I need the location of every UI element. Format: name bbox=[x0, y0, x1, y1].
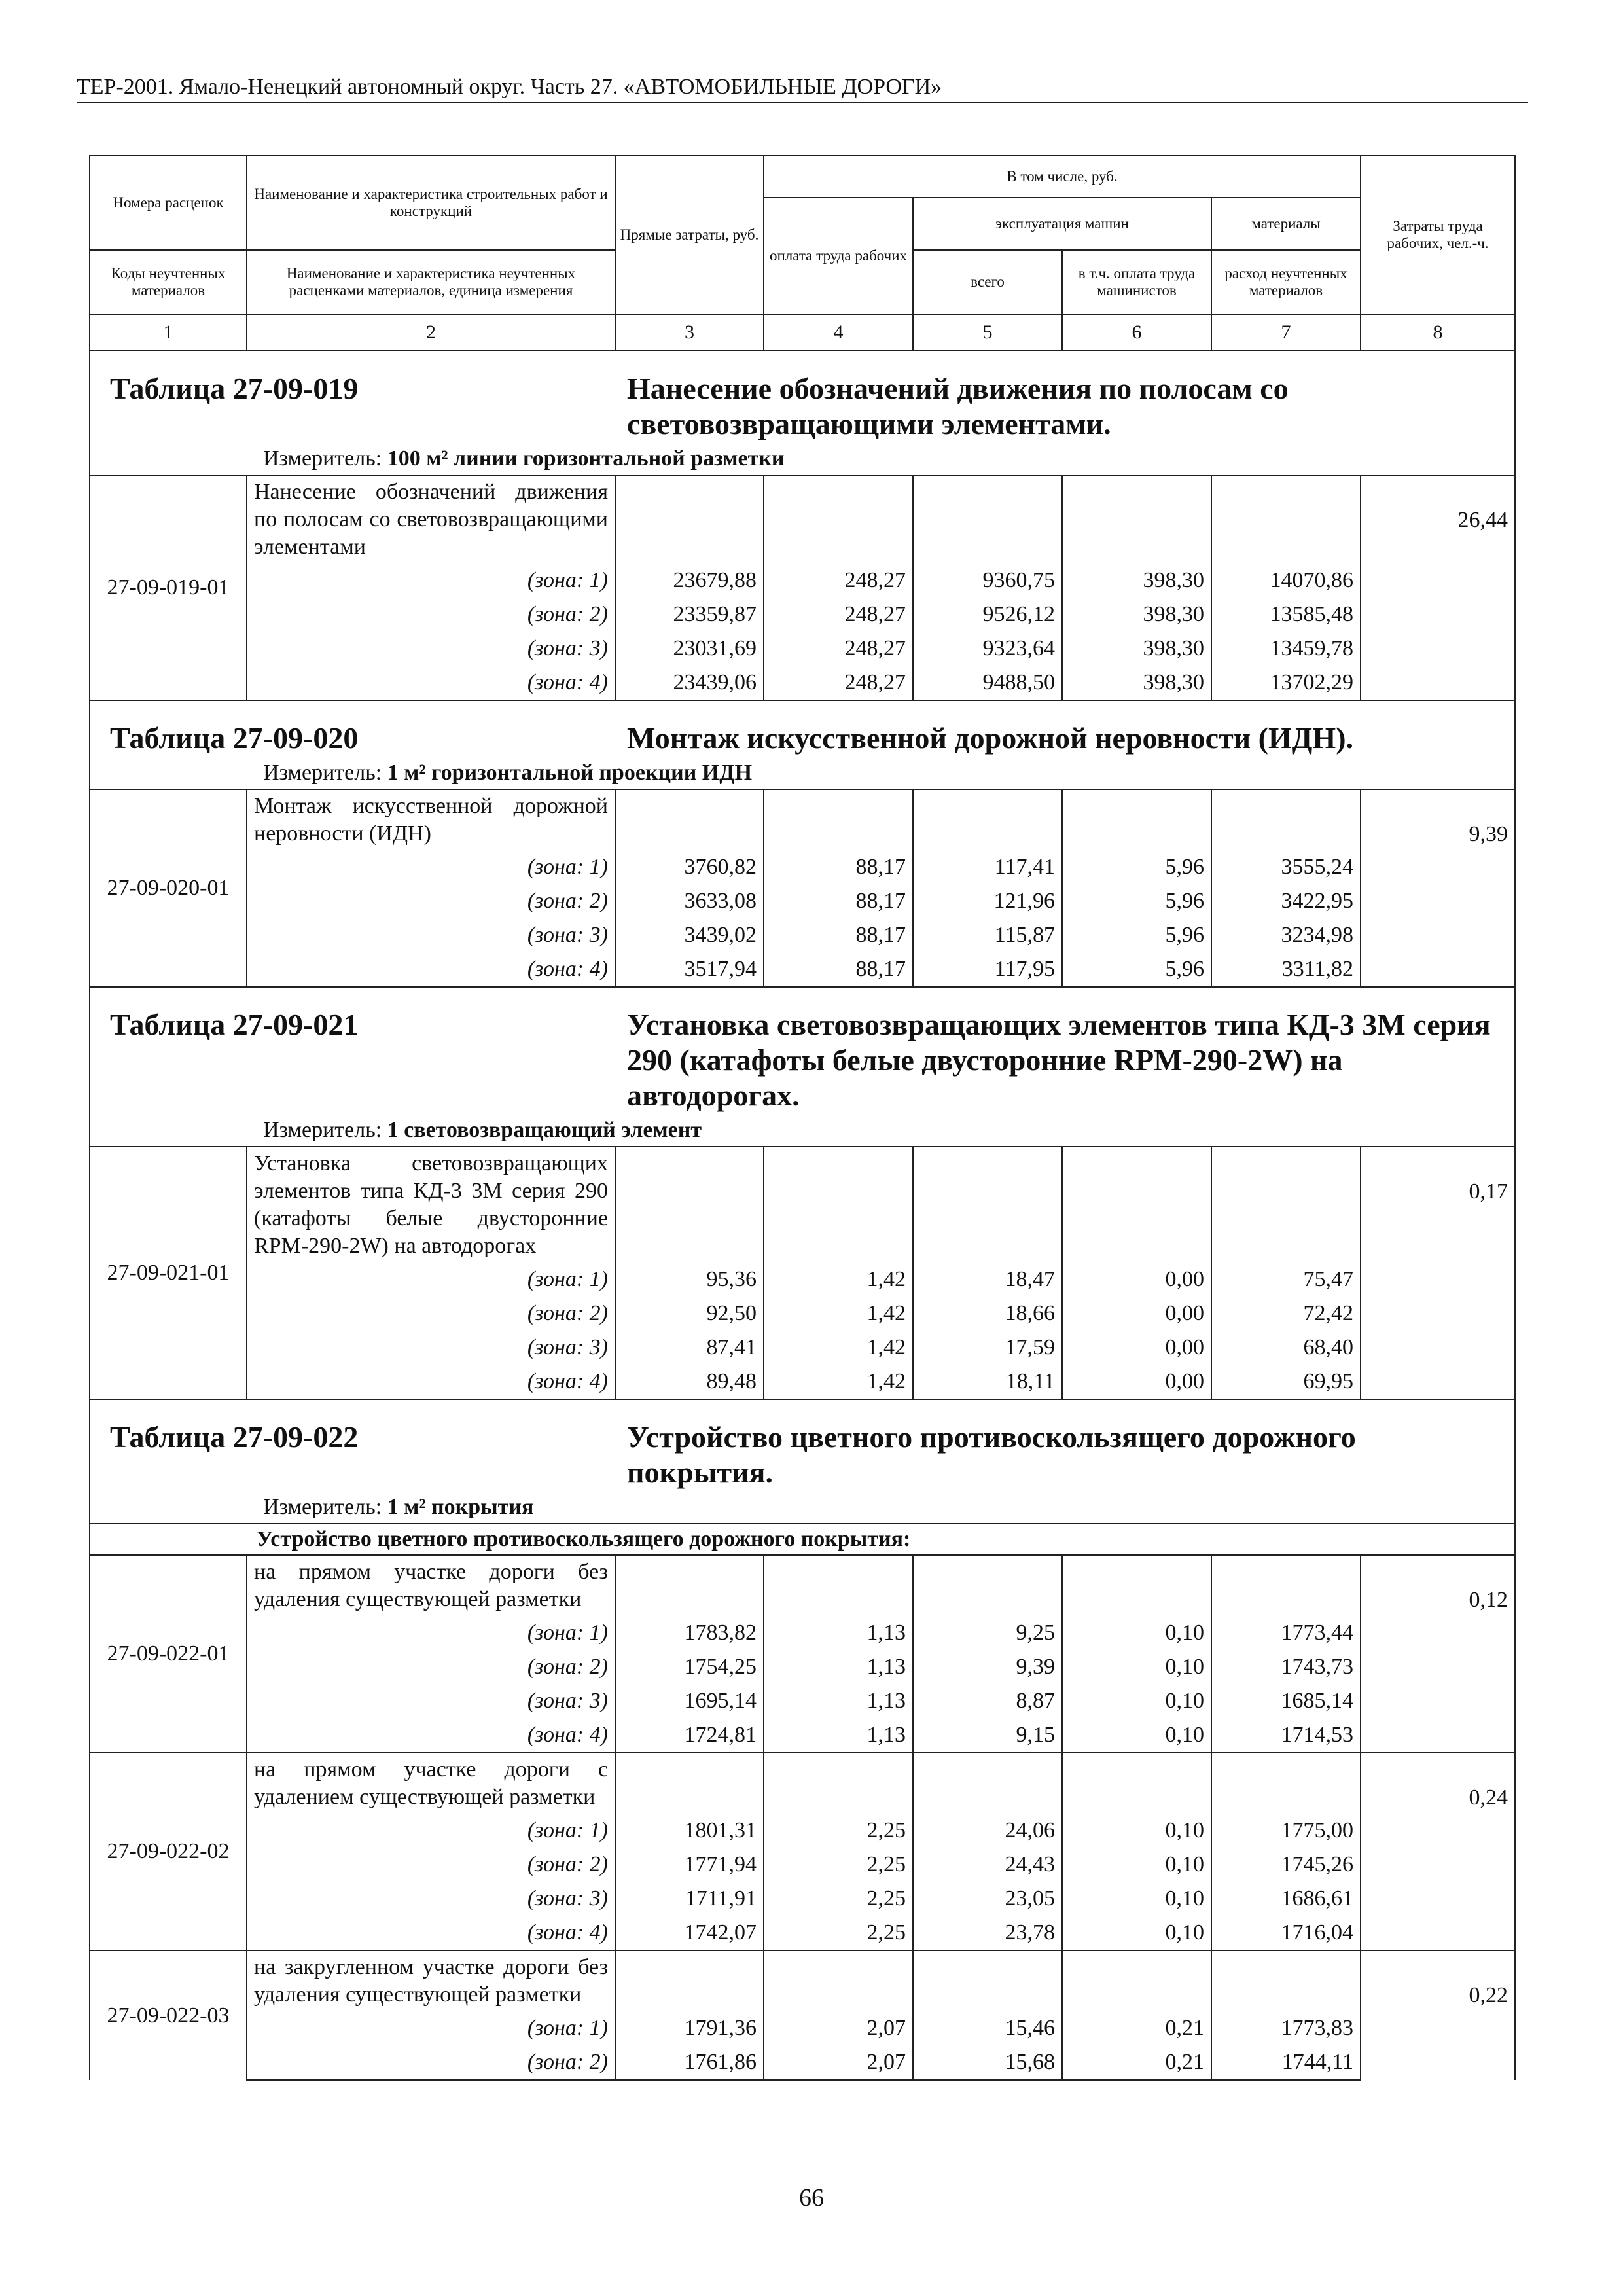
measure-cell bbox=[90, 1113, 1515, 1147]
zone-value: 1775,00 bbox=[1211, 1814, 1361, 1848]
zone-value: 1761,86 bbox=[615, 2045, 764, 2080]
zone-value: 89,48 bbox=[615, 1365, 764, 1399]
column-number: 2 bbox=[247, 314, 615, 351]
zone-row bbox=[90, 1718, 1515, 1753]
zone-value: 1791,36 bbox=[615, 2011, 764, 2045]
zone-value: 72,42 bbox=[1211, 1297, 1361, 1331]
zone-value: 1801,31 bbox=[615, 1814, 764, 1848]
zone-value: 0,10 bbox=[1062, 1650, 1211, 1684]
zone-value: 121,96 bbox=[913, 884, 1062, 918]
zone-label: (зона: 4) bbox=[247, 1718, 615, 1753]
zone-label: (зона: 2) bbox=[247, 1650, 615, 1684]
zone-value: 88,17 bbox=[764, 850, 913, 884]
zone-value: 3422,95 bbox=[1211, 884, 1361, 918]
table-body bbox=[90, 351, 1515, 2080]
zone-value: 398,30 bbox=[1062, 598, 1211, 632]
labor-cost: 0,22 bbox=[1361, 1950, 1515, 2080]
table-title-row bbox=[90, 987, 1515, 1113]
zone-value: 115,87 bbox=[913, 918, 1062, 952]
column-number: 4 bbox=[764, 314, 913, 351]
col-header-machines-total: всего bbox=[913, 250, 1062, 314]
table-title-cell bbox=[90, 987, 1515, 1113]
zone-value: 2,25 bbox=[764, 1916, 913, 1950]
zone-value: 1743,73 bbox=[1211, 1650, 1361, 1684]
zone-label: (зона: 3) bbox=[247, 632, 615, 666]
zone-value: 9,15 bbox=[913, 1718, 1062, 1753]
col-header-material-consumption: расход неучтенных материалов bbox=[1211, 250, 1361, 314]
zone-row bbox=[90, 2045, 1515, 2080]
price-table bbox=[89, 155, 1516, 2081]
rate-code: 27-09-019-01 bbox=[90, 475, 247, 700]
zone-value: 398,30 bbox=[1062, 564, 1211, 598]
zone-value: 1711,91 bbox=[615, 1882, 764, 1916]
zone-row bbox=[90, 850, 1515, 884]
zone-label: (зона: 3) bbox=[247, 1684, 615, 1718]
zone-row bbox=[90, 1365, 1515, 1399]
zone-label: (зона: 1) bbox=[247, 1814, 615, 1848]
zone-value: 0,10 bbox=[1062, 1882, 1211, 1916]
labor-cost: 0,12 bbox=[1361, 1555, 1515, 1753]
zone-value: 0,10 bbox=[1062, 1616, 1211, 1650]
empty-cell bbox=[615, 1950, 764, 2011]
measure-label: Измеритель: bbox=[263, 1495, 382, 1519]
rate-code: 27-09-020-01 bbox=[90, 789, 247, 987]
zone-value: 0,21 bbox=[1062, 2045, 1211, 2080]
measure-cell bbox=[90, 1490, 1515, 1524]
zone-value: 1783,82 bbox=[615, 1616, 764, 1650]
zone-value: 1,13 bbox=[764, 1684, 913, 1718]
zone-value: 75,47 bbox=[1211, 1263, 1361, 1297]
zone-value: 0,10 bbox=[1062, 1718, 1211, 1753]
zone-value: 24,06 bbox=[913, 1814, 1062, 1848]
zone-value: 248,27 bbox=[764, 564, 913, 598]
zone-value: 68,40 bbox=[1211, 1331, 1361, 1365]
zone-label: (зона: 1) bbox=[247, 850, 615, 884]
table-number: Таблица 27-09-019 bbox=[110, 372, 359, 405]
zone-row bbox=[90, 1848, 1515, 1882]
zone-row bbox=[90, 564, 1515, 598]
empty-cell bbox=[764, 1555, 913, 1616]
rate-code: 27-09-022-01 bbox=[90, 1555, 247, 1753]
measure-value: 100 м² линии горизонтальной разметки bbox=[387, 446, 785, 471]
zone-value: 9,25 bbox=[913, 1616, 1062, 1650]
col-header-name: Наименование и характеристика строительных работ и конструкций bbox=[247, 156, 615, 250]
zone-value: 1695,14 bbox=[615, 1684, 764, 1718]
zone-value: 18,11 bbox=[913, 1365, 1062, 1399]
zone-value: 15,68 bbox=[913, 2045, 1062, 2080]
zone-value: 1,42 bbox=[764, 1297, 913, 1331]
empty-cell bbox=[913, 475, 1062, 564]
zone-value: 0,00 bbox=[1062, 1365, 1211, 1399]
labor-cost: 9,39 bbox=[1361, 789, 1515, 987]
table-number: Таблица 27-09-021 bbox=[110, 1008, 359, 1041]
col-header-material-name: Наименование и характеристика неучтенных расценками материалов, единица измерения bbox=[247, 250, 615, 314]
rate-row bbox=[90, 1950, 1515, 2011]
col-header-materials: материалы bbox=[1211, 198, 1361, 250]
zone-row bbox=[90, 952, 1515, 987]
table-name: Установка световозвращающих элементов типа КД-3 3М серия 290 (катафоты белые двусторонние RPM-290-2W) на автодорогах. bbox=[627, 1008, 1491, 1112]
labor-cost: 0,24 bbox=[1361, 1753, 1515, 1950]
empty-cell bbox=[615, 1753, 764, 1814]
zone-value: 95,36 bbox=[615, 1263, 764, 1297]
zone-row bbox=[90, 1331, 1515, 1365]
zone-value: 117,41 bbox=[913, 850, 1062, 884]
column-number: 3 bbox=[615, 314, 764, 351]
zone-value: 15,46 bbox=[913, 2011, 1062, 2045]
running-header: ТЕР-2001. Ямало-Ненецкий автономный округ. Часть 27. «АВТОМОБИЛЬНЫЕ ДОРОГИ» bbox=[77, 72, 1528, 103]
zone-value: 248,27 bbox=[764, 666, 913, 700]
zone-value: 5,96 bbox=[1062, 850, 1211, 884]
zone-label: (зона: 2) bbox=[247, 598, 615, 632]
zone-value: 18,47 bbox=[913, 1263, 1062, 1297]
measure-label: Измеритель: bbox=[263, 761, 382, 785]
rate-row bbox=[90, 1147, 1515, 1263]
zone-label: (зона: 1) bbox=[247, 1616, 615, 1650]
measure-row bbox=[90, 756, 1515, 789]
zone-value: 3517,94 bbox=[615, 952, 764, 987]
zone-value: 1724,81 bbox=[615, 1718, 764, 1753]
empty-cell bbox=[764, 789, 913, 850]
zone-value: 2,25 bbox=[764, 1814, 913, 1848]
zone-value: 117,95 bbox=[913, 952, 1062, 987]
col-header-operator-pay: в т.ч. оплата труда машинистов bbox=[1062, 250, 1211, 314]
col-header-labor: Затраты труда рабочих, чел.-ч. bbox=[1361, 156, 1515, 314]
zone-value: 1773,44 bbox=[1211, 1616, 1361, 1650]
empty-cell bbox=[1211, 789, 1361, 850]
zone-row bbox=[90, 1297, 1515, 1331]
measure-row bbox=[90, 1113, 1515, 1147]
rate-row bbox=[90, 1555, 1515, 1616]
col-header-material-codes: Коды неучтенных материалов bbox=[90, 250, 247, 314]
zone-value: 2,07 bbox=[764, 2045, 913, 2080]
zone-value: 13585,48 bbox=[1211, 598, 1361, 632]
zone-value: 3555,24 bbox=[1211, 850, 1361, 884]
zone-label: (зона: 4) bbox=[247, 1365, 615, 1399]
zone-label: (зона: 2) bbox=[247, 1848, 615, 1882]
zone-value: 1,42 bbox=[764, 1331, 913, 1365]
col-header-direct-costs: Прямые затраты, руб. bbox=[615, 156, 764, 314]
zone-value: 5,96 bbox=[1062, 952, 1211, 987]
zone-value: 13459,78 bbox=[1211, 632, 1361, 666]
rate-code: 27-09-022-02 bbox=[90, 1753, 247, 1950]
zone-value: 5,96 bbox=[1062, 884, 1211, 918]
column-number: 6 bbox=[1062, 314, 1211, 351]
column-header bbox=[90, 156, 1515, 351]
zone-value: 14070,86 bbox=[1211, 564, 1361, 598]
zone-value: 248,27 bbox=[764, 632, 913, 666]
zone-value: 1745,26 bbox=[1211, 1848, 1361, 1882]
table-title bbox=[110, 721, 1495, 756]
zone-label: (зона: 4) bbox=[247, 952, 615, 987]
zone-row bbox=[90, 1684, 1515, 1718]
rate-description: Нанесение обозначений движения по полосам со световозвращающими элементами bbox=[247, 475, 615, 564]
zone-row bbox=[90, 1650, 1515, 1684]
zone-value: 2,25 bbox=[764, 1882, 913, 1916]
empty-cell bbox=[1062, 1147, 1211, 1263]
zone-value: 0,10 bbox=[1062, 1916, 1211, 1950]
empty-cell bbox=[764, 1147, 913, 1263]
zone-value: 23439,06 bbox=[615, 666, 764, 700]
zone-value: 1,13 bbox=[764, 1616, 913, 1650]
zone-label: (зона: 1) bbox=[247, 1263, 615, 1297]
zone-label: (зона: 1) bbox=[247, 2011, 615, 2045]
column-number: 1 bbox=[90, 314, 247, 351]
column-number: 7 bbox=[1211, 314, 1361, 351]
table-name: Устройство цветного противоскользящего дорожного покрытия. bbox=[627, 1420, 1356, 1489]
zone-value: 398,30 bbox=[1062, 632, 1211, 666]
empty-cell bbox=[615, 475, 764, 564]
empty-cell bbox=[1211, 1147, 1361, 1263]
zone-value: 18,66 bbox=[913, 1297, 1062, 1331]
zone-row bbox=[90, 666, 1515, 700]
measure-label: Измеритель: bbox=[263, 1118, 382, 1142]
table-title bbox=[110, 1420, 1495, 1490]
zone-value: 3311,82 bbox=[1211, 952, 1361, 987]
table-name: Монтаж искусственной дорожной неровности (ИДН). bbox=[627, 721, 1354, 755]
table-title-row bbox=[90, 700, 1515, 756]
zone-value: 9,39 bbox=[913, 1650, 1062, 1684]
zone-value: 3439,02 bbox=[615, 918, 764, 952]
empty-cell bbox=[1211, 1753, 1361, 1814]
zone-label: (зона: 3) bbox=[247, 1882, 615, 1916]
zone-value: 17,59 bbox=[913, 1331, 1062, 1365]
empty-cell bbox=[913, 789, 1062, 850]
measure-row bbox=[90, 1490, 1515, 1524]
page-number: 66 bbox=[799, 2184, 824, 2212]
measure-value: 1 м² покрытия bbox=[387, 1495, 534, 1519]
zone-value: 87,41 bbox=[615, 1331, 764, 1365]
zone-label: (зона: 1) bbox=[247, 564, 615, 598]
zone-value: 9526,12 bbox=[913, 598, 1062, 632]
zone-value: 0,10 bbox=[1062, 1848, 1211, 1882]
zone-value: 88,17 bbox=[764, 884, 913, 918]
zone-value: 1771,94 bbox=[615, 1848, 764, 1882]
empty-cell bbox=[615, 789, 764, 850]
zone-value: 1685,14 bbox=[1211, 1684, 1361, 1718]
table-title bbox=[110, 1007, 1495, 1113]
zone-value: 1773,83 bbox=[1211, 2011, 1361, 2045]
empty-cell bbox=[1211, 1950, 1361, 2011]
zone-value: 1,13 bbox=[764, 1718, 913, 1753]
column-number: 5 bbox=[913, 314, 1062, 351]
zone-value: 1714,53 bbox=[1211, 1718, 1361, 1753]
zone-value: 0,10 bbox=[1062, 1684, 1211, 1718]
zone-value: 9360,75 bbox=[913, 564, 1062, 598]
col-header-including: В том числе, руб. bbox=[764, 156, 1361, 198]
zone-value: 1716,04 bbox=[1211, 1916, 1361, 1950]
zone-value: 0,21 bbox=[1062, 2011, 1211, 2045]
rate-row bbox=[90, 789, 1515, 850]
zone-row bbox=[90, 1616, 1515, 1650]
zone-value: 0,10 bbox=[1062, 1814, 1211, 1848]
zone-value: 248,27 bbox=[764, 598, 913, 632]
zone-label: (зона: 2) bbox=[247, 2045, 615, 2080]
zone-label: (зона: 4) bbox=[247, 666, 615, 700]
col-header-machines: эксплуатация машин bbox=[913, 198, 1211, 250]
column-numbers-row bbox=[90, 314, 1515, 351]
rate-description: на закругленном участке дороги без удаления существующей разметки bbox=[247, 1950, 615, 2011]
measure-value: 1 световозвращающий элемент bbox=[387, 1118, 702, 1142]
zone-value: 69,95 bbox=[1211, 1365, 1361, 1399]
empty-cell bbox=[764, 1950, 913, 2011]
zone-row bbox=[90, 884, 1515, 918]
zone-value: 23031,69 bbox=[615, 632, 764, 666]
measure-cell bbox=[90, 756, 1515, 789]
empty-cell bbox=[764, 475, 913, 564]
rate-row bbox=[90, 1753, 1515, 1814]
zone-value: 1686,61 bbox=[1211, 1882, 1361, 1916]
zone-value: 1,42 bbox=[764, 1365, 913, 1399]
rate-description: на прямом участке дороги без удаления существующей разметки bbox=[247, 1555, 615, 1616]
empty-cell bbox=[1062, 1950, 1211, 2011]
zone-value: 1,42 bbox=[764, 1263, 913, 1297]
table-number: Таблица 27-09-020 bbox=[110, 721, 359, 755]
subheading-row bbox=[90, 1524, 1515, 1555]
subheading: Устройство цветного противоскользящего дорожного покрытия: bbox=[257, 1527, 911, 1551]
zone-label: (зона: 2) bbox=[247, 884, 615, 918]
measure-label: Измеритель: bbox=[263, 446, 382, 471]
zone-value: 0,00 bbox=[1062, 1331, 1211, 1365]
zone-value: 0,00 bbox=[1062, 1297, 1211, 1331]
zone-value: 3633,08 bbox=[615, 884, 764, 918]
zone-value: 13702,29 bbox=[1211, 666, 1361, 700]
zone-row bbox=[90, 1814, 1515, 1848]
table-title bbox=[110, 371, 1495, 442]
empty-cell bbox=[913, 1753, 1062, 1814]
empty-cell bbox=[913, 1950, 1062, 2011]
zone-value: 9323,64 bbox=[913, 632, 1062, 666]
zone-row bbox=[90, 598, 1515, 632]
zone-row bbox=[90, 632, 1515, 666]
zone-value: 5,96 bbox=[1062, 918, 1211, 952]
zone-label: (зона: 3) bbox=[247, 1331, 615, 1365]
table-title-row bbox=[90, 1399, 1515, 1490]
measure-value: 1 м² горизонтальной проекции ИДН bbox=[387, 761, 753, 785]
zone-value: 88,17 bbox=[764, 952, 913, 987]
column-number: 8 bbox=[1361, 314, 1515, 351]
empty-cell bbox=[615, 1147, 764, 1263]
zone-value: 23,05 bbox=[913, 1882, 1062, 1916]
table-name: Нанесение обозначений движения по полосам со световозвращающими элементами. bbox=[627, 372, 1289, 440]
table-title-cell bbox=[90, 700, 1515, 756]
zone-value: 1744,11 bbox=[1211, 2045, 1361, 2080]
zone-row bbox=[90, 918, 1515, 952]
rate-code: 27-09-021-01 bbox=[90, 1147, 247, 1399]
empty-cell bbox=[1062, 1753, 1211, 1814]
rate-code: 27-09-022-03 bbox=[90, 1950, 247, 2080]
empty-cell bbox=[615, 1555, 764, 1616]
empty-cell bbox=[1062, 475, 1211, 564]
empty-cell bbox=[1211, 475, 1361, 564]
empty-cell bbox=[1211, 1555, 1361, 1616]
empty-cell bbox=[1062, 1555, 1211, 1616]
zone-label: (зона: 3) bbox=[247, 918, 615, 952]
table-title-row bbox=[90, 351, 1515, 442]
zone-value: 1742,07 bbox=[615, 1916, 764, 1950]
zone-value: 88,17 bbox=[764, 918, 913, 952]
zone-value: 23359,87 bbox=[615, 598, 764, 632]
zone-value: 2,25 bbox=[764, 1848, 913, 1882]
labor-cost: 0,17 bbox=[1361, 1147, 1515, 1399]
zone-value: 1754,25 bbox=[615, 1650, 764, 1684]
empty-cell bbox=[913, 1555, 1062, 1616]
zone-value: 24,43 bbox=[913, 1848, 1062, 1882]
zone-row bbox=[90, 2011, 1515, 2045]
zone-value: 398,30 bbox=[1062, 666, 1211, 700]
zone-label: (зона: 4) bbox=[247, 1916, 615, 1950]
rate-description: на прямом участке дороги с удалением существующей разметки bbox=[247, 1753, 615, 1814]
table-number: Таблица 27-09-022 bbox=[110, 1420, 359, 1454]
zone-row bbox=[90, 1916, 1515, 1950]
zone-value: 23,78 bbox=[913, 1916, 1062, 1950]
zone-value: 0,00 bbox=[1062, 1263, 1211, 1297]
zone-value: 3234,98 bbox=[1211, 918, 1361, 952]
zone-value: 9488,50 bbox=[913, 666, 1062, 700]
empty-cell bbox=[764, 1753, 913, 1814]
zone-value: 3760,82 bbox=[615, 850, 764, 884]
zone-value: 2,07 bbox=[764, 2011, 913, 2045]
empty-cell bbox=[1062, 789, 1211, 850]
empty-cell bbox=[913, 1147, 1062, 1263]
zone-value: 92,50 bbox=[615, 1297, 764, 1331]
rate-row bbox=[90, 475, 1515, 564]
measure-cell bbox=[90, 442, 1515, 475]
rate-description: Монтаж искусственной дорожной неровности (ИДН) bbox=[247, 789, 615, 850]
labor-cost: 26,44 bbox=[1361, 475, 1515, 700]
measure-row bbox=[90, 442, 1515, 475]
col-header-worker-pay: оплата труда рабочих bbox=[764, 198, 913, 314]
table-title-cell bbox=[90, 1399, 1515, 1490]
zone-row bbox=[90, 1263, 1515, 1297]
zone-label: (зона: 2) bbox=[247, 1297, 615, 1331]
table-title-cell bbox=[90, 351, 1515, 442]
zone-value: 1,13 bbox=[764, 1650, 913, 1684]
col-header-codes: Номера расценок bbox=[90, 156, 247, 250]
rate-description: Установка световозвращающих элементов типа КД-3 3М серия 290 (катафоты белые двусторонние RPM-290-2W) на автодорогах bbox=[247, 1147, 615, 1263]
subheading-cell bbox=[90, 1524, 1515, 1555]
zone-row bbox=[90, 1882, 1515, 1916]
zone-value: 8,87 bbox=[913, 1684, 1062, 1718]
zone-value: 23679,88 bbox=[615, 564, 764, 598]
